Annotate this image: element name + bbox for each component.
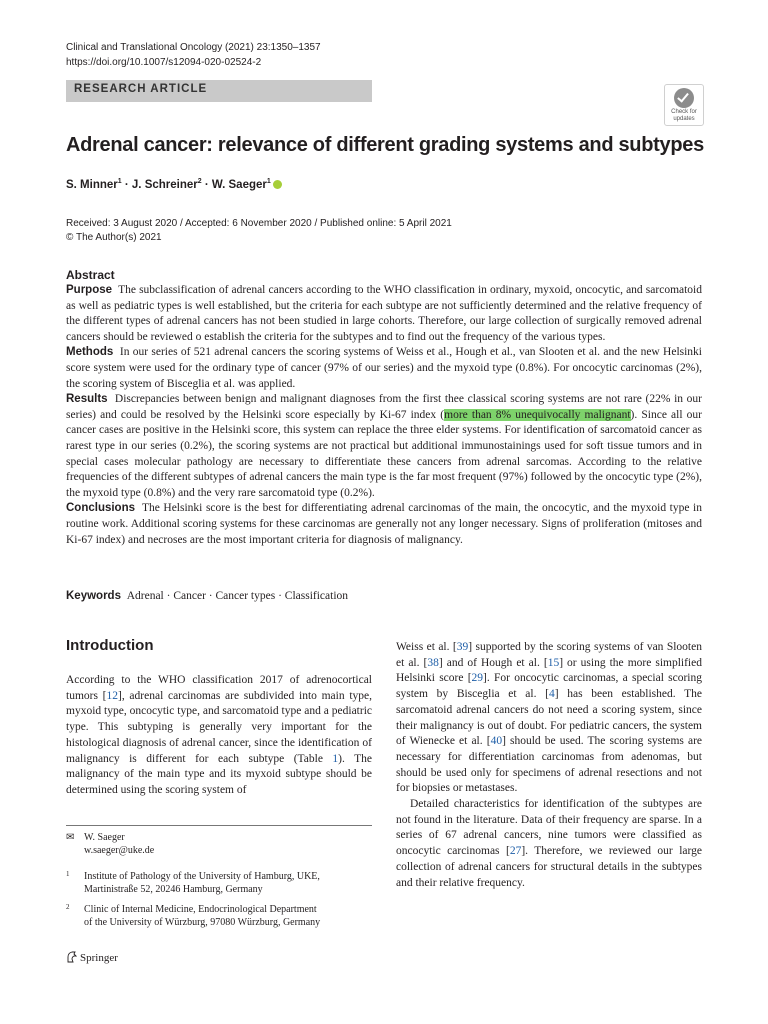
citation-link[interactable]: 38: [427, 656, 439, 669]
body-text: ] should be used. The scoring systems are necessary for differentiation carcinomas from adenomas, but should be used only for specimens of adrenal resections and not for biopsies or metastases.: [396, 735, 703, 795]
citation-link[interactable]: 15: [547, 656, 560, 669]
journal-citation: Clinical and Translational Oncology (2021) 23:1350–1357: [66, 42, 321, 53]
springer-horse-icon: [66, 951, 77, 963]
publisher-footer: [66, 951, 118, 964]
body-text: ] has been established. The sarcomatoid adrenal cancers do not need a scoring system, since their malignancy is out of doubt. For pediatric cancers, the system of Wienecke et al. [: [396, 688, 702, 748]
introduction-column-left: [66, 673, 372, 799]
article-type-banner: [66, 80, 372, 102]
abstract-conclusions: [66, 501, 702, 548]
body-text: According to the WHO classification 2017 of adrenocortical tumors [: [66, 674, 372, 702]
affiliation: [66, 903, 372, 929]
affiliation-line: of the University of Würzburg, 97080 Würzburg, Germany: [84, 917, 321, 928]
abstract-results: [66, 392, 702, 501]
purpose-text: The subclassification of adrenal cancers according to the WHO classification in ordinary, myxoid, oncocytic, and sarcomatoid as well as pediatric types is well established, but the criteria for each subtype are not sufficiently determined and the relative frequency of the different types of adrenal cancers has not been studied in large cohorts. Therefore, our large collection of surgically removed adrenal cancers should be reviewed o establish the criteria for the subtypes and to find out the frequency of the various types.: [66, 284, 703, 343]
publisher-name: Springer: [80, 952, 118, 964]
methods-text: In our series of 521 adrenal cancers the scoring systems of Weiss et al., Hough et al., van Slooten et al. and the new Helsinki score system were used for the ordinary type of cancer (97% of our series) and the myxoid type (0.8%). For oncocytic carcinomas (2%), the scoring system of Bisceglia et al. was applied.: [66, 346, 702, 390]
check-for-updates-badge[interactable]: [664, 84, 704, 126]
author[interactable]: J. Schreiner: [131, 178, 198, 191]
abstract-methods: [66, 345, 702, 392]
citation-link[interactable]: 39: [456, 641, 469, 653]
introduction-column-right: [396, 640, 702, 891]
abstract-heading: Abstract: [66, 268, 115, 282]
citation-link[interactable]: 12: [106, 689, 118, 702]
correspondence-name: W. Saeger: [84, 832, 125, 843]
footnote-divider: [66, 825, 372, 826]
affiliation-line: Institute of Pathology of the University of Hamburg, UKE,: [84, 871, 320, 882]
results-text-continued: ). Since all our cancer cases are positive in the Helsinki score, this system can replace the three elder systems. For identification of sarcomatoid cancer as rarest type in our series (0.2%), the scoring systems are not practical but additional immunostainings used for soft tissue tumors and in special cases molecular pathology are necessary to differentiate these cancers from adrenal sarcomas. According to the relative frequencies of the different subtypes of adrenal cancers the main type is the far most frequent (97%) followed by the oncocytic type (2%), the myxoid type (0.8%) and the very rare sarcomatoid type (0.2%).: [66, 408, 703, 499]
keywords: [66, 590, 348, 602]
citation-link[interactable]: 40: [490, 735, 503, 748]
citation-link[interactable]: 1: [332, 752, 339, 765]
body-text: ] and of Hough et al. [: [438, 656, 548, 669]
affiliation-line: Martinistraße 52, 20246 Hamburg, Germany: [84, 884, 263, 895]
body-text: ]. Therefore, we reviewed our large collection of adrenal cancers for structural details in the subtypes and their relative frequency.: [396, 845, 702, 889]
correspondence: [66, 831, 154, 857]
citation-link[interactable]: 29: [471, 672, 484, 685]
check-icon: [674, 88, 694, 108]
body-text: ], adrenal carcinomas are subdivided into main type, myxoid type, oncocytic type, and sarcomatoid type and a pediatric type. This subtyping is generally very important for the histological diagnosis of adrenal cancer, since the identification of malignancy is different for each subtype (Table: [66, 689, 372, 765]
author-separator: ·: [121, 178, 132, 191]
copyright-line: © The Author(s) 2021: [66, 232, 162, 243]
correspondence-email[interactable]: w.saeger@uke.de: [84, 845, 155, 856]
results-text: Discrepancies between benign and malignant diagnoses from the first thee classical scoring systems are not rare (22% in our series) and could be resolved by the Helsinki score especially by Ki-67 index (: [66, 393, 703, 421]
abstract: [66, 267, 702, 548]
author-separator: ·: [201, 178, 212, 191]
doi-link[interactable]: https://doi.org/10.1007/s12094-020-02524-2: [66, 57, 262, 68]
affiliation-number: 2: [66, 903, 70, 911]
journal-info: [66, 40, 321, 70]
publication-dates: [66, 217, 452, 245]
keywords-list: Adrenal · Cancer · Cancer types · Classification: [126, 590, 349, 602]
author[interactable]: W. Saeger: [211, 178, 267, 191]
keywords-label: Keywords: [66, 590, 121, 602]
check-badge-line1: Check for: [671, 109, 697, 115]
author-affiliation-marker: 1: [117, 178, 122, 185]
results-label: Results: [66, 393, 108, 406]
highlighted-text[interactable]: more than 8% unequivocally malignant: [444, 408, 631, 421]
author[interactable]: S. Minner: [66, 178, 118, 191]
conclusions-text: The Helsinki score is the best for differentiating adrenal carcinomas of the main, the oncocytic, and the myxoid type in routine work. Additional scoring systems for these carcinomas are generally not any longer necessary. Signs of proliferation (mitoses and Ki-67 index) and necroses are the most important criteria for diagnosis of malignancy.: [66, 502, 702, 546]
article-type-label: RESEARCH ARTICLE: [74, 83, 208, 95]
introduction-paragraph: [66, 673, 372, 799]
author-affiliation-marker: 1: [266, 178, 271, 185]
methods-label: Methods: [66, 346, 114, 359]
introduction-heading: Introduction: [66, 637, 154, 654]
abstract-purpose: [66, 283, 702, 345]
body-text: Detailed characteristics for identification of the subtypes are not found in the literature. Data of their frequency are sparse. In a series of 67 adrenal cancers, nine tumors were classified as oncocytic carcinomas [: [396, 798, 702, 858]
body-text: ] or using the more simplified Helsinki score [: [396, 656, 702, 685]
purpose-label: Purpose: [66, 284, 113, 296]
author-affiliation-marker: 2: [197, 178, 202, 185]
body-text: ]. For oncocytic carcinomas, a special scoring system by Bisceglia et al. [: [396, 672, 702, 701]
affiliation: [66, 870, 372, 896]
envelope-icon: ✉: [66, 832, 75, 843]
author-list: [66, 178, 282, 191]
body-text: Weiss et al. [: [396, 641, 457, 653]
conclusions-label: Conclusions: [66, 502, 136, 515]
introduction-paragraph: [396, 640, 702, 797]
body-text: ] supported by the scoring systems of van Slooten et al. [: [396, 641, 702, 669]
article-title: Adrenal cancer: relevance of different grading systems and subtypes: [66, 134, 704, 156]
affiliation-line: Clinic of Internal Medicine, Endocrinological Department: [84, 904, 317, 915]
dates-line: Received: 3 August 2020 / Accepted: 6 November 2020 / Published online: 5 April 2021: [66, 218, 452, 229]
body-text: ). The malignancy of the main type and its myxoid subtype should be determined using the scoring system of: [66, 752, 372, 796]
citation-link[interactable]: 4: [548, 688, 555, 701]
orcid-icon[interactable]: [273, 180, 282, 189]
check-badge-line2: updates: [673, 116, 695, 122]
introduction-paragraph: [396, 797, 702, 891]
affiliation-number: 1: [66, 870, 70, 878]
citation-link[interactable]: 27: [509, 845, 522, 858]
